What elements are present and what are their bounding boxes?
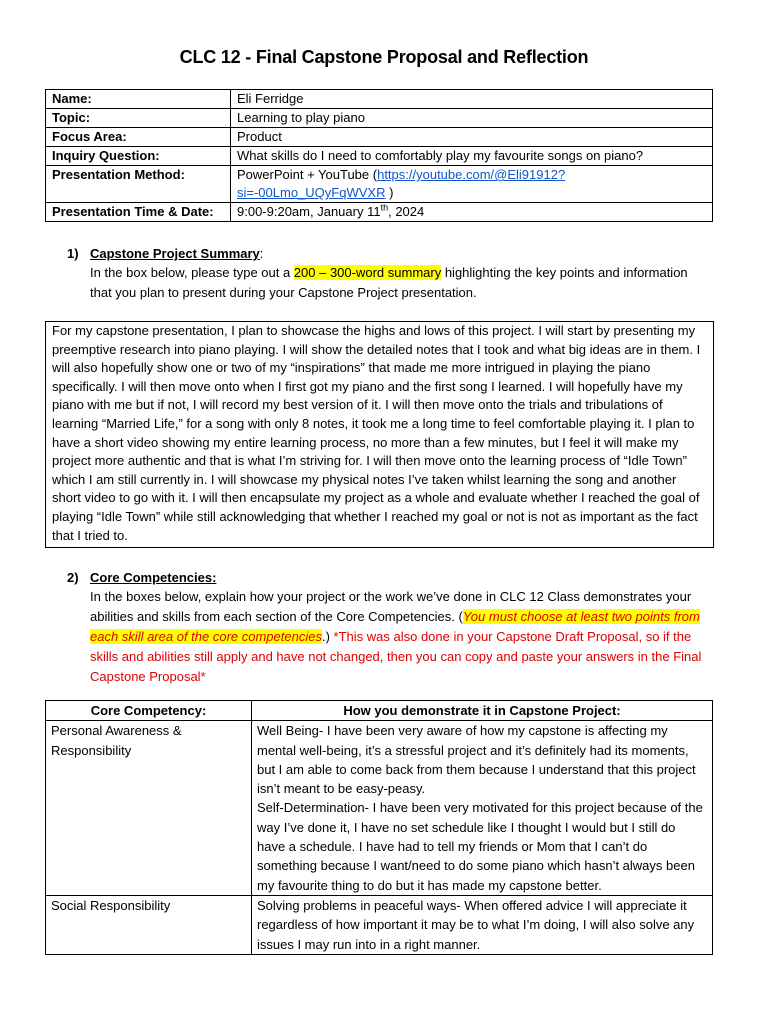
section-2-heading <box>67 568 216 588</box>
section-2-highlight: You must choose at least two points from each skill area of the core competencies <box>90 609 700 644</box>
section-2-number: 2) <box>67 570 79 585</box>
name-label: Name: <box>46 90 231 109</box>
cc-demonstration-cell <box>252 895 713 954</box>
section-2-text-before: In the boxes below, explain how your project or the work we’ve done in CLC 12 Class demonstrates your abilities and skills from each section of the Core Competencies. ( <box>90 589 692 624</box>
cc-competency-cell: Personal Awareness & Responsibility <box>46 721 252 896</box>
info-table <box>45 89 713 222</box>
section-1-text-before: In the box below, please type out a <box>90 265 294 280</box>
section-1-instructions <box>90 263 710 303</box>
info-row-time <box>46 203 713 222</box>
section-1-colon: : <box>259 246 264 261</box>
name-value: Eli Ferridge <box>231 90 713 109</box>
section-2-text-mid: .) <box>321 629 334 644</box>
section-1-highlight: 200 – 300-word summary <box>293 265 442 280</box>
cc-row-social-responsibility <box>46 895 713 954</box>
focus-area-label: Focus Area: <box>46 128 231 147</box>
section-2-title: Core Competencies: <box>90 570 217 585</box>
presentation-time-label: Presentation Time & Date: <box>46 203 231 222</box>
cc-demonstration-cell <box>252 721 713 896</box>
section-2-instructions <box>90 587 712 687</box>
cc-demo-solving-problems: Solving problems in peaceful ways- When offered advice I will appreciate it regardless of how important it may be to what I’m doing, I will also solve any issues I may run into in a right manner. <box>257 897 695 952</box>
presentation-method-value <box>231 166 713 203</box>
focus-area-value: Product <box>231 128 713 147</box>
cc-competency-cell: Social Responsibility <box>46 895 252 954</box>
cc-col-demonstration-header: How you demonstrate it in Capstone Project: <box>252 701 713 721</box>
section-1-number: 1) <box>67 246 79 261</box>
section-1-title: Capstone Project Summary <box>90 246 260 261</box>
presentation-time-value <box>231 203 713 222</box>
topic-label: Topic: <box>46 109 231 128</box>
method-prefix: PowerPoint + YouTube ( <box>237 167 378 182</box>
page-title: CLC 12 - Final Capstone Proposal and Reflection <box>179 47 589 67</box>
presentation-method-label: Presentation Method: <box>46 166 231 203</box>
info-row-method <box>46 166 713 203</box>
section-1-text-after: highlighting the key points and information that you plan to present during your Capstone Project presentation. <box>90 265 688 300</box>
time-prefix: 9:00-9:20am, January 11 <box>237 204 381 219</box>
time-superscript: th <box>380 202 389 213</box>
topic-value: Learning to play piano <box>231 109 713 128</box>
cc-demo-self-determination: Self-Determination- I have been very motivated for this project because of the way I’ve done it, I have no set schedule like I thought I would but I still do have a schedule. I have had to tell my friends or Mom that I can’t do something because I want/need to do some piano which hasn’t always been my favourite thing to do but it has made my capstone better. <box>257 800 703 893</box>
method-suffix: ) <box>385 185 394 200</box>
cc-header-row <box>46 701 713 721</box>
inquiry-question-value: What skills do I need to comfortably play my favourite songs on piano? <box>231 147 713 166</box>
info-row-inquiry <box>46 147 713 166</box>
summary-box: For my capstone presentation, I plan to showcase the highs and lows of this project. I will start by presenting my preemptive research into piano playing. I will show the detailed notes that I took and what big ideas are in them. I will also hopefully show one or two of my “inspirations” that made me more intrigued in playing the piano specifically. I will then move onto when I first got my piano and the first song I learned. I will hopefully have my piano with me but if not, I will record my best version of it. I will then move onto the trials and tribulations of learning “Married Life,” for a song with only 8 notes, it took me a long time to feel comfortable playing it. I plan to have a short video showing my entire learning process, no more than a few minutes, but I feel it will make my project more authentic and that is what I’m striving for. I will then move onto the learning process of “Idle Town” which I am still currently in. I will showcase my physical notes I’ve taken whilst learning the song and another short video to go with it. I will then encapsulate my project as a whole and evaluate whether I reached the goal of playing “Idle Town” while still acknowledging that whether I reached my goal or not is not as important as the fact that I tried to. <box>45 321 714 548</box>
cc-row-personal-awareness <box>46 721 713 896</box>
section-2-red-note: *This was also done in your Capstone Draft Proposal, so if the skills and abilities still apply and have not changed, then you can copy and paste your answers in the Final Capstone Proposal* <box>90 629 702 684</box>
info-row-focus <box>46 128 713 147</box>
info-row-name <box>46 90 713 109</box>
youtube-link[interactable]: https://youtube.com/@Eli91912?si=-00Lmo_UQyFqWVXR <box>237 167 566 200</box>
cc-col-competency-header: Core Competency: <box>46 701 252 721</box>
core-competencies-table <box>45 700 713 955</box>
inquiry-question-label: Inquiry Question: <box>46 147 231 166</box>
info-row-topic <box>46 109 713 128</box>
section-1-heading <box>67 244 263 264</box>
time-suffix: , 2024 <box>388 204 425 219</box>
cc-demo-well-being: Well Being- I have been very aware of how my capstone is affecting my mental well-being, it’s a stressful project and it’s definitely had its moments, but I am able to come back from them because I understand that this project isn’t meant to be easy-peasy. <box>257 723 696 797</box>
